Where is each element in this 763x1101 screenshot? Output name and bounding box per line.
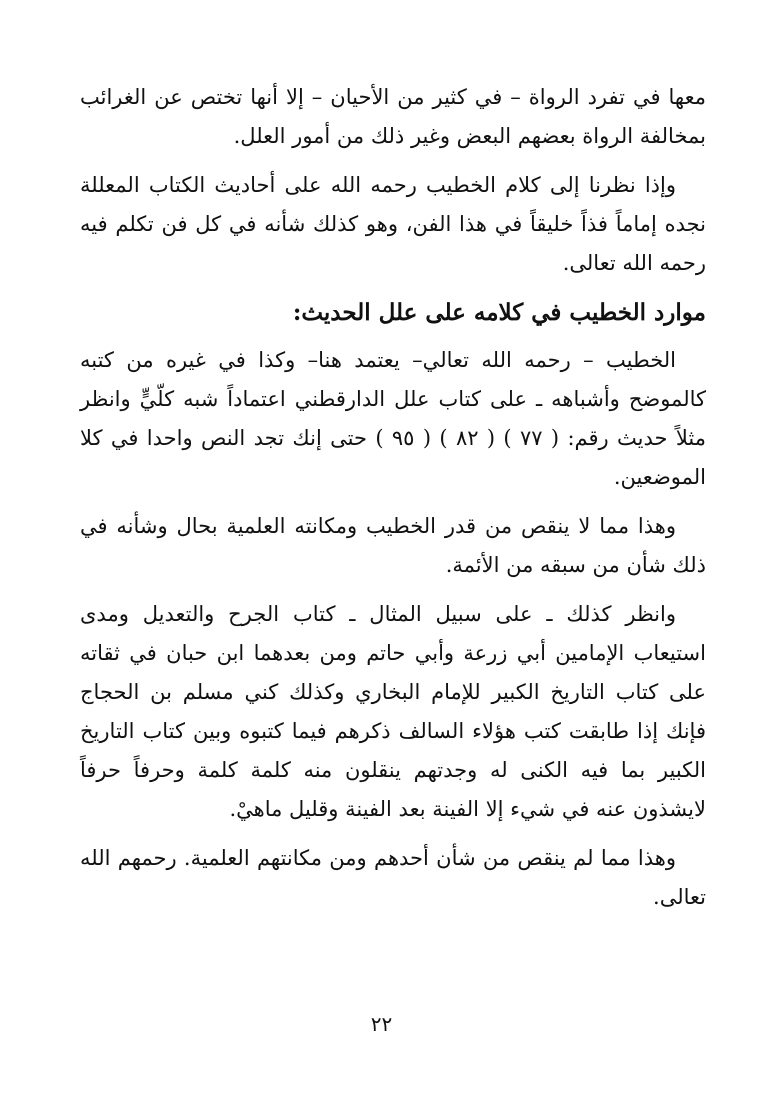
paragraph-sources: الخطيب – رحمه الله تعالي– يعتمد هنا– وكذا في غيره من كتبه كالموضح وأشباهه ـ على كتاب علل الدارقطني اعتماداً شبه كلّيٍّ وانظر مثلاً حديث رقم: ( ٧٧ ) ( ٨٢ ) ( ٩٥ ) حتى إنك تجد النص واحدا في كلا الموضعين. <box>80 348 707 489</box>
page-number: ٢٢ <box>370 1012 393 1036</box>
paragraph-not-diminishing: وهذا مما لا ينقص من قدر الخطيب ومكانته العلمية بحال وشأنه في ذلك شأن من سبقه من الأئمة. <box>80 514 706 577</box>
paragraph-khatib-assessment: وإذا نظرنا إلى كلام الخطيب رحمه الله على أحاديث الكتاب المعللة نجده إماماً فذاً خليقاً في هذا الفن، وهو كذلك شأنه في كل فن تكلم فيه رحمه الله تعالى. <box>80 173 706 275</box>
section-heading: موارد الخطيب في كلامه على علل الحديث: <box>292 299 706 326</box>
paragraph-continuation: معها في تفرد الرواة – في كثير من الأحيان – إلا أنها تختص عن الغرائب بمخالفة الرواة بعضهم البعض وغير ذلك من أمور العلل. <box>80 85 706 148</box>
paragraph-jarh-tadil-example: وانظر كذلك ـ على سبيل المثال ـ كتاب الجرح والتعديل ومدى استيعاب الإمامين أبي زرعة وأبي حاتم ومن بعدهما ابن حبان في ثقاته على كتاب التاريخ الكبير للإمام البخاري وكذلك كني مسلم بن الحجاج فإنك إذا طابقت كتب هؤلاء السالف ذكرهم فيما كتبوه وبين كتاب التاريخ الكبير بما فيه الكنى له وجدتهم ينقلون منه كلمة كلمة وحرفاً حرفاً لايشذون عنه في شيء إلا الفينة بعد الفينة وقليل ماهيْ. <box>80 602 706 821</box>
page-body <box>80 78 706 927</box>
paragraph-conclusion: وهذا مما لم ينقص من شأن أحدهم ومن مكانتهم العلمية. رحمهم الله تعالى. <box>80 846 706 909</box>
